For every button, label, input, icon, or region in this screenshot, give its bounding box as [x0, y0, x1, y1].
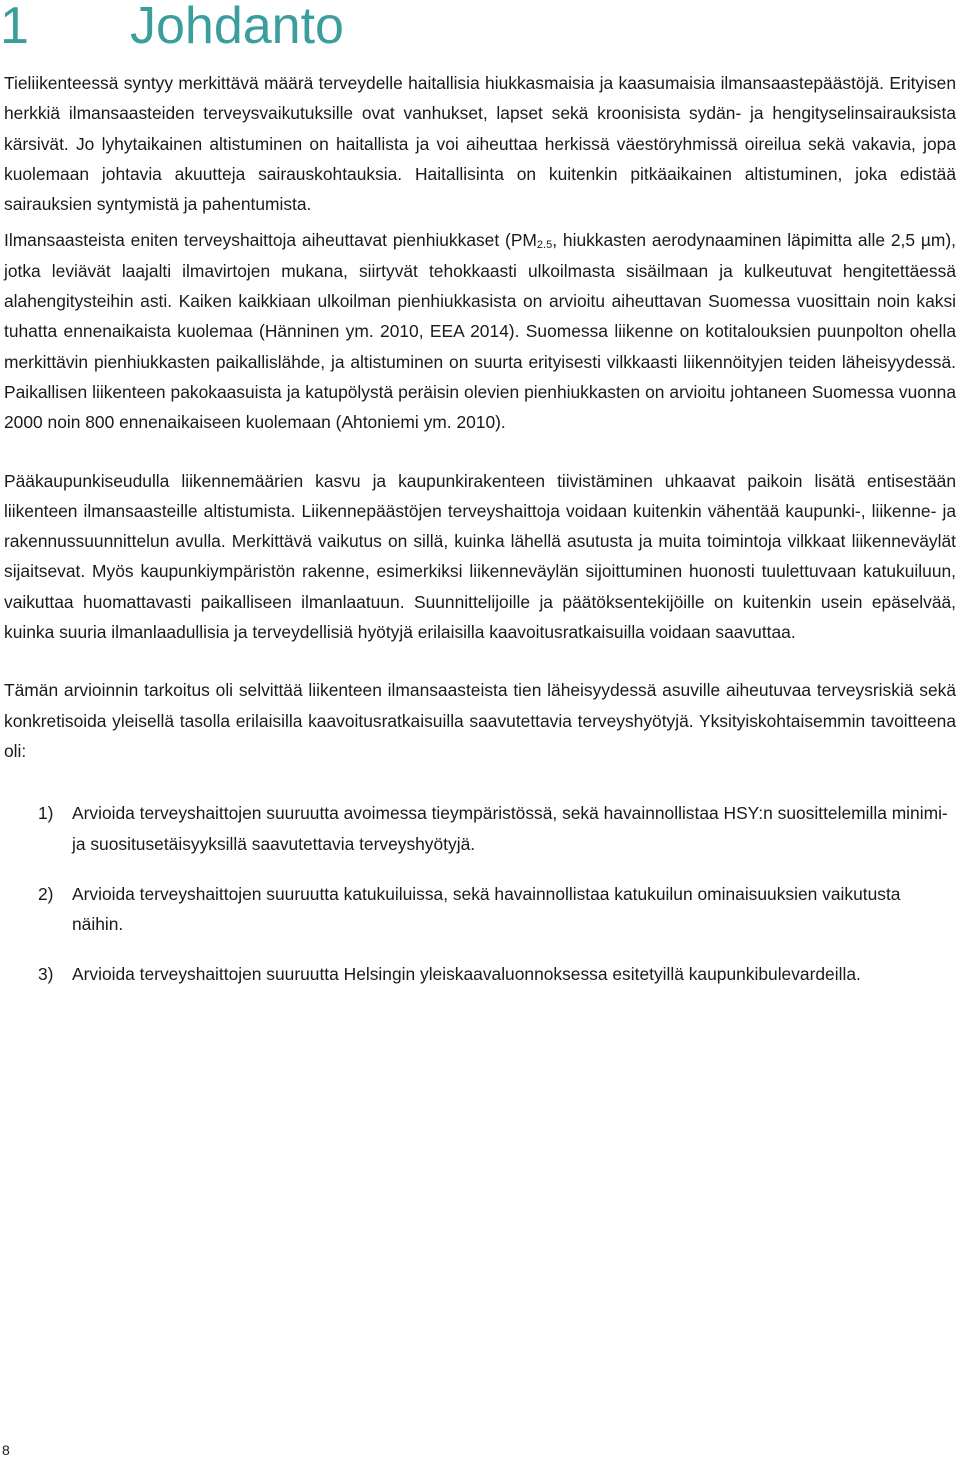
- objective-marker: 1): [38, 803, 54, 824]
- chapter-number: 1: [0, 0, 29, 55]
- chapter-title: Johdanto: [130, 0, 344, 55]
- objective-item: [4, 959, 956, 989]
- objective-item: [4, 798, 956, 859]
- objectives-list: [4, 798, 956, 989]
- paragraph-particles: [4, 225, 956, 437]
- objective-text: Arvioida terveyshaittojen suuruutta avoimessa tieympäristössä, sekä havainnollistaa HSY:n suosittelemilla minimi- ja suositusetäisyyksillä saavutettavia terveyshyötyjä.: [72, 803, 948, 854]
- objective-item: [4, 879, 956, 940]
- paragraph-particles-start: Ilmansaasteista eniten terveyshaittoja aiheuttavat pienhiukkaset (PM: [4, 230, 537, 251]
- paragraph-purpose: Tämän arvioinnin tarkoitus oli selvittää liikenteen ilmansaasteista tien läheisyydessä asuville aiheutuvaa terveysriskiä sekä konkretisoida yleisellä tasolla erilaisilla kaavoitusratkaisuilla saavutettavia terveyshyötyjä. Yksityiskohtaisemmin tavoitteena oli:: [4, 680, 956, 761]
- paragraph-planning: Pääkaupunkiseudulla liikennemäärien kasvu ja kaupunkirakenteen tiivistäminen uhkaavat paikoin lisätä entisestään liikenteen ilmansaasteille altistumista. Liikennepäästöjen terveyshaittoja voidaan kuitenkin vähentää kaupunki-, liikenne- ja rakennussuunnittelun avulla. Merkittävä vaikutus on sillä, kuinka lähellä asutusta ja muita toimintoja vilkkaat liikenneväylät sijaitsevat. Myös kaupunkiympäristön rakenne, esimerkiksi liikenneväylän sijoittuminen huonosti tuulettuvaan katukuiluun, vaikuttaa huomattavasti paikalliseen ilmanlaatuun. Suunnittelijoille ja päätöksentekijöille on kuitenkin usein epäselvää, kuinka suuria ilmanlaadullisia ja terveydellisiä hyötyjä erilaisilla kaavoitusratkaisuilla voidaan saavuttaa.: [4, 470, 956, 643]
- paragraph-intro: Tieliikenteessä syntyy merkittävä määrä terveydelle haitallisia hiukkasmaisia ja kaasumaisia ilmansaastepäästöjä. Erityisen herkkiä ilmansaasteiden terveysvaikutuksille ovat vanhukset, lapset sekä kroonisista sydän- ja hengityselinsairauksista kärsivät. Jo lyhytaikainen altistuminen on haitallista ja voi aiheuttaa herkissä väestöryhmissä oireilua sekä vakavia, jopa kuolemaan johtavia akuutteja sairauskohtauksia. Haitallisinta on kuitenkin pitkäaikainen altistuminen, joka edistää sairauksien syntymistä ja pahentumista.: [4, 73, 956, 215]
- page-number: 8: [2, 1442, 10, 1458]
- chapter-heading: [0, 0, 344, 58]
- objective-text: Arvioida terveyshaittojen suuruutta Helsingin yleiskaavaluonnoksessa esitetyillä kaupunkibulevardeilla.: [72, 964, 861, 985]
- paragraph-particles-rest: , hiukkasten aerodynaaminen läpimitta alle 2,5 µm), jotka leviävät laajalti ilmavirtojen mukana, siirtyvät tehokkaasti ulkoilmasta sisäilmaan ja kulkeutuvat hengitettäessä alahengitysteihin asti. Kaiken kaikkiaan ulkoilman pienhiukkasista on arvioitu aiheuttavan Suomessa vuosittain noin kaksi tuhatta ennenaikaista kuolemaa (Hänninen ym. 2010, EEA 2014). Suomessa liikenne on kotitalouksien puunpolton ohella merkittävin pienhiukkasten paikallislähde, ja altistuminen on suurta erityisesti vilkkaasti liikennöityjen teiden läheisyydessä. Paikallisen liikenteen pakokaasuista ja katupölystä peräisin olevien pienhiukkasten on arvioitu johtaneen Suomessa vuonna 2000 noin 800 ennenaikaiseen kuolemaan (Ahtoniemi ym. 2010).: [4, 230, 956, 433]
- objective-text: Arvioida terveyshaittojen suuruutta katukuiluissa, sekä havainnollistaa katukuilun ominaisuuksien vaikutusta näihin.: [72, 883, 901, 935]
- objective-marker: 3): [38, 964, 54, 985]
- pm-subscript: 2.5: [536, 239, 553, 252]
- objective-marker: 2): [38, 883, 54, 904]
- body-text: [4, 68, 956, 1010]
